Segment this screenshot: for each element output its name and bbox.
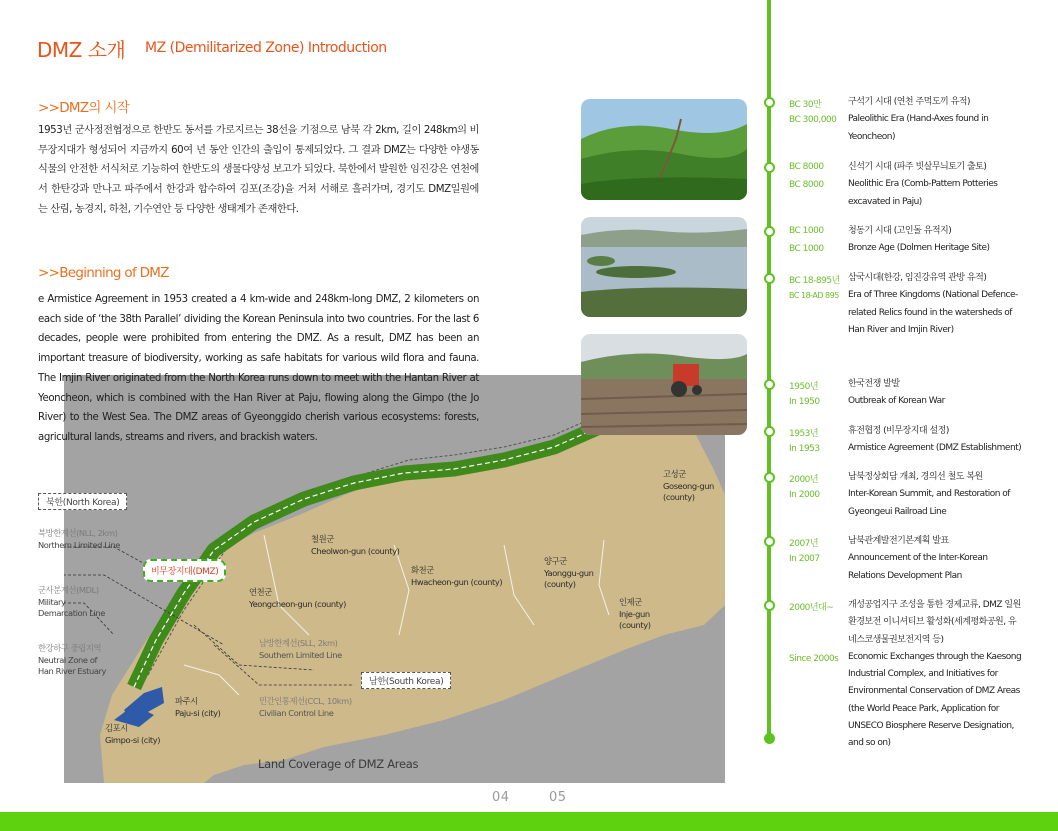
region-inje: 인제군 Inje-gun (county) — [619, 597, 651, 630]
timeline-entry: 삼국시대(한강, 임진강유역 관방 유적) Era of Three Kingdoms (National Defence-related Relics found in the watersheds of Han River and Imjin River) — [848, 273, 1018, 335]
bottom-bar — [0, 812, 1058, 831]
timeline-date-ko: BC 8000 — [789, 162, 824, 172]
section-heading-ko: >>DMZ의 시작 — [38, 100, 130, 116]
timeline-entry: 남북관계발전기본계획 발표 Announcement of the Inter-Korean Relations Development Plan — [848, 536, 988, 581]
timeline-dot — [764, 97, 775, 108]
label-civilian-control-line: 민간인통제선(CCL, 10km) Civilian Control Line — [259, 696, 352, 718]
label-military-demarcation-line: 군사분계선(MDL) Military Demarcation Line — [38, 585, 105, 618]
timeline-date-ko: 2000년 — [789, 475, 819, 485]
timeline-entry: 휴전협정 (비무장지대 설정) Armistice Agreement (DMZ Establishment) — [848, 426, 1022, 454]
timeline-date-en: In 2000 — [789, 490, 820, 500]
region-yanggu: 양구군 Yaonggu-gun (county) — [544, 556, 594, 589]
timeline-dot — [764, 162, 775, 173]
photo-green-hills — [581, 99, 747, 200]
timeline-date-ko: BC 18-895년 — [789, 276, 840, 286]
north-korea-label: 북한(North Korea) — [38, 493, 127, 510]
south-korea-label: 남한(South Korea) — [361, 672, 451, 689]
timeline-date-ko: BC 30만 — [789, 100, 822, 110]
timeline-entry: 개성공업지구 조성을 통한 경제교류, DMZ 일원 환경보전 이니셔티브 활성화(세계평화공원, 유네스코생물권보전지역 등) Economic Exchanges through the Kaesong Industrial Complex, and Initiatives for Environmental Conservation of DMZ Areas (the World Peace Park, Application for UNSECO Biosphere Reserve Designation, and so on) — [848, 600, 1022, 749]
photo-tractor-field — [581, 334, 747, 435]
paragraph-en: e Armistice Agreement in 1953 created a 4 km-wide and 248km-long DMZ, 2 kilometers on each side of ‘the 38th Parallel’ dividing the Korean Peninsula into two countries. For the last 6 decades, people were prohibited from entering the DMZ. As a result, DMZ has been an important treasure of biodiversity, working as safe habitats for various wild flora and fauna. The Imjin River originated from the North Korea runs down to meet with the Hantan River at Yeoncheon, which is combined with the Han River at Paju, flowing along the Gimpo (the Jo River) to the West Sea. The DMZ areas of Gyeonggido cherish various ecosystems: forests, agricultural lands, streams and rivers, and brackish waters. — [38, 294, 479, 443]
timeline-entry: 한국전쟁 발발 Outbreak of Korean War — [848, 379, 945, 407]
region-paju: 파주시 Paju-si (city) — [175, 696, 221, 718]
land-area — [100, 405, 725, 783]
timeline-entry: 신석기 시대 (파주 빗살무늬토기 출토) Neolithic Era (Comb-Pattern Potteries excavated in Paju) — [848, 162, 998, 207]
timeline-dot — [764, 426, 775, 437]
region-cheolwon: 철원군 Cheolwon-gun (county) — [311, 534, 400, 556]
page-title: DMZ 소개 — [37, 38, 126, 62]
timeline-dot — [764, 472, 775, 483]
page-subtitle: MZ (Demilitarized Zone) Introduction — [145, 40, 387, 56]
region-gimpo: 김포시 Gimpo-si (city) — [105, 723, 161, 745]
timeline-date-en: Since 2000s — [789, 654, 839, 664]
timeline-date-en: In 1953 — [789, 444, 820, 454]
timeline-date-ko: 2000년대~ — [789, 603, 834, 613]
timeline-entry: 남북정상회담 개최, 경의선 철도 복원 Inter-Korean Summit, and Restoration of Gyeongeui Railroad Line — [848, 472, 1010, 517]
dmz-tag: 비무장지대(DMZ) — [143, 559, 226, 582]
timeline-entry: 청동기 시대 (고인돌 유적지) Bronze Age (Dolmen Heritage Site) — [848, 226, 990, 254]
timeline-date-ko: 1953년 — [789, 429, 819, 439]
timeline-date-en: BC 1000 — [789, 244, 824, 254]
timeline-date-en: BC 8000 — [789, 180, 824, 190]
timeline-dot — [764, 273, 775, 284]
timeline-date-ko: BC 1000 — [789, 226, 824, 236]
page-number-right: 05 — [549, 790, 567, 805]
timeline-date-en: BC 300,000 — [789, 115, 837, 125]
timeline-date-en: BC 18-AD 895 — [789, 291, 839, 300]
timeline-line — [767, 0, 771, 741]
timeline-date-ko: 1950년 — [789, 382, 819, 392]
timeline-end-dot — [764, 733, 775, 744]
timeline-dot — [764, 226, 775, 237]
region-hwacheon: 화천군 Hwacheon-gun (county) — [411, 565, 503, 587]
label-northern-limited-line: 북방한계선(NLL, 2km) Northern Limited Line — [38, 528, 120, 550]
timeline-date-ko: 2007년 — [789, 539, 819, 549]
map-caption: Land Coverage of DMZ Areas — [258, 757, 419, 771]
timeline-date-en: In 1950 — [789, 397, 820, 407]
region-yeoncheon: 연천군 Yeongcheon-gun (county) — [249, 587, 346, 609]
timeline-entry: 구석기 시대 (연천 주먹도끼 유적) Paleolithic Era (Hand-Axes found in Yeoncheon) — [848, 97, 989, 142]
photo-river-islands — [581, 217, 747, 317]
label-han-river-estuary: 한강하구 중립지역 Neutral Zone of Han River Estuary — [38, 643, 107, 676]
label-southern-limited-line: 남방한계선(SLL, 2km) Southern Limited Line — [259, 638, 342, 660]
page-number-left: 04 — [492, 790, 510, 805]
region-goseong: 고성군 Goseong-gun (county) — [663, 469, 714, 502]
timeline-date-en: In 2007 — [789, 554, 820, 564]
timeline-dot — [764, 536, 775, 547]
paragraph-ko: 1953년 군사정전협정으로 한반도 동서를 가로지르는 38선을 기점으로 남북 각 2km, 길이 248km의 비무장지대가 형성되어 지금까지 60여 년 동안 인간의 출입이 통제되었다. 그 결과 DMZ는 다양한 야생동식물의 안전한 서식처로 기능하여 한반도의 생물다양성 보고가 되었다. 북한에서 발원한 임진강은 연천에서 한탄강과 만나고 파주에서 한강과 합수하여 김포(조강)을 거쳐 서해로 흘러가며, 경기도 DMZ일원에는 산림, 농경지, 하천, 기수연안 등 다양한 생태계가 존재한다. — [38, 125, 479, 215]
timeline-dot — [764, 379, 775, 390]
timeline-dot — [764, 600, 775, 611]
section-heading-en: >>Beginning of DMZ — [38, 265, 169, 281]
